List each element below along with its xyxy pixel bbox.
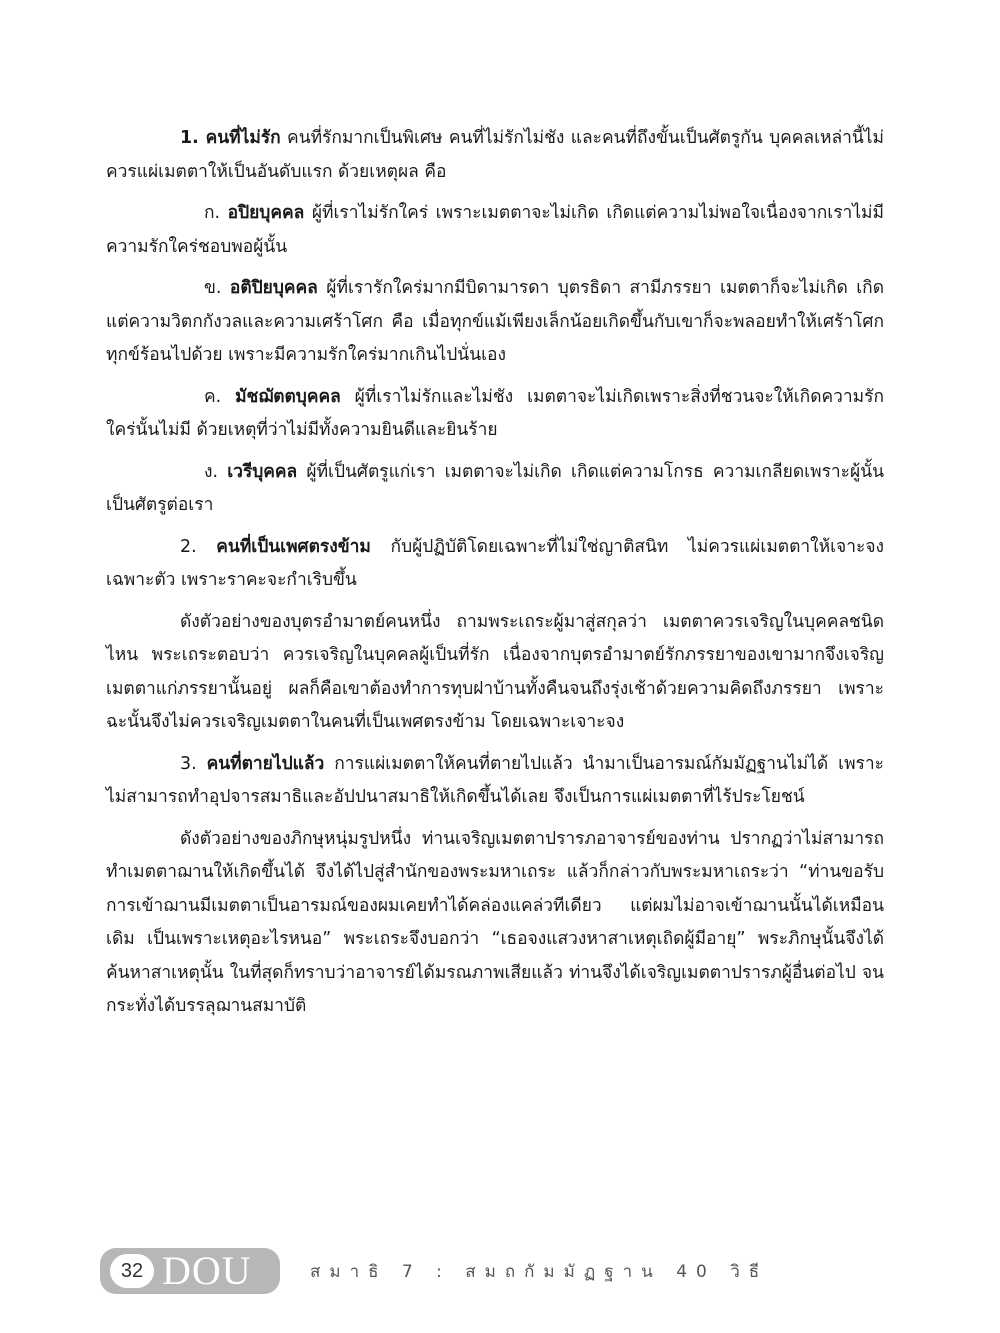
paragraph-example-2: ดังตัวอย่างของภิกษุหนุ่มรูปหนึ่ง ท่านเจริญเมตตาปรารภอาจารย์ของท่าน ปรากฏว่าไม่สามารถทำเมตตาฌานให้เกิดขึ้นได้ จึงได้ไปสู่สำนักของพระมหาเถระ แล้วก็กล่าวกับพระมหาเถระว่า “ท่านขอรับ การเข้าฌานมีเมตตาเป็นอารมณ์ของผมเคยทำได้คล่องแคล่วทีเดียว แต่ผมไม่อาจเข้าฌานนั้นได้เหมือนเดิม เป็นเพราะเหตุอะไรหนอ” พระเถระจึงบอกว่า “เธอจงแสวงหาสาเหตุเถิดผู้มีอายุ” พระภิกษุนั้นจึงได้ค้นหาสาเหตุนั้น ในที่สุดก็ทราบว่าอาจารย์ได้มรณภาพเสียแล้ว ท่านจึงได้เจริญเมตตาปรารภผู้อื่นต่อไป จนกระทั่งได้บรรลุฌานสมาบัติ	[106, 828, 884, 1016]
term-kho: มัชฌัตตบุคคล	[235, 386, 341, 407]
term-1: 1. คนที่ไม่รัก	[180, 128, 281, 148]
paragraph-example-1: ดังตัวอย่างของบุตรอำมาตย์คนหนึ่ง ถามพระเถระผู้มาสู่สกุลว่า เมตตาควรเจริญในบุคคลชนิดไหน พระเถระตอบว่า ควรเจริญในบุคคลผู้เป็นที่รัก เนื่องจากบุตรอำมาตย์รักภรรยาของเขามากจึงเจริญเมตตาแก่ภรรยานั้นอยู่ ผลก็คือเขาต้องทำการทุบฝาบ้านทั้งคืนจนถึงรุ่งเช้าด้วยความคิดถึงภรรยา เพราะฉะนั้นจึงไม่ควรเจริญเมตตาในคนที่เป็นเพศตรงข้าม โดยเฉพาะเจาะจง	[106, 611, 884, 732]
paragraph-ka: ก. อปิยบุคคล ผู้ที่เราไม่รักใคร่ เพราะเมตตาจะไม่เกิด เกิดแต่ความไม่พอใจเนื่องจากเราไม่มีความรักใคร่ชอบพอผู้นั้น	[106, 203, 884, 257]
page-footer	[100, 1248, 900, 1294]
paragraph-kha: ข. อติปิยบุคคล ผู้ที่เรารักใคร่มากมีบิดามารดา บุตรธิดา สามีภรรยา เมตตาก็จะไม่เกิด เกิดแต่ความวิตกกังวลและความเศร้าโศก คือ เมื่อทุกข์แม้เพียงเล็กน้อยเกิดขึ้นกับเขาก็จะพลอยทำให้เศร้าโศกทุกข์ร้อนไปด้วย เพราะมีความรักใคร่มากเกินไปนั่นเอง	[106, 278, 884, 365]
term-kha: อติปิยบุคคล	[229, 278, 318, 298]
book-title: สมาธิ 7 : สมถกัมมัฏฐาน 40 วิธี	[310, 1261, 769, 1282]
footer-badge	[100, 1248, 280, 1294]
paragraph-kho: ค. มัชฌัตตบุคคล ผู้ที่เราไม่รักและไม่ชัง เมตตาจะไม่เกิดเพราะสิ่งที่ชวนจะให้เกิดความรักใคร่นั้นไม่มี ด้วยเหตุที่ว่าไม่มีทั้งความยินดีและยินร้าย	[106, 386, 884, 440]
term-ka: อปิยบุคคล	[227, 203, 305, 223]
paragraph-ngo: ง. เวรีบุคคล ผู้ที่เป็นศัตรูแก่เรา เมตตาจะไม่เกิด เกิดแต่ความโกรธ ความเกลียดเพราะผู้นั้นเป็นศัตรูต่อเรา	[106, 461, 884, 515]
term-3: คนที่ตายไปแล้ว	[206, 753, 325, 774]
paragraph-1: 1. คนที่ไม่รัก คนที่รักมากเป็นพิเศษ คนที่ไม่รักไม่ชัง และคนที่ถึงขั้นเป็นศัตรูกัน บุคคลเหล่านี้ไม่ควรแผ่เมตตาให้เป็นอันดับแรก ด้วยเหตุผล คือ	[106, 128, 884, 182]
dou-logo: DOU	[162, 1248, 252, 1293]
paragraph-2: 2. คนที่เป็นเพศตรงข้าม กับผู้ปฏิบัติโดยเฉพาะที่ไม่ใช่ญาติสนิท ไม่ควรแผ่เมตตาให้เจาะจงเฉพาะตัว เพราะราคะจะกำเริบขึ้น	[106, 536, 885, 590]
document-body	[106, 122, 884, 1032]
term-2: คนที่เป็นเพศตรงข้าม	[216, 536, 371, 557]
term-ngo: เวรีบุคคล	[227, 461, 298, 482]
page-number: 32	[110, 1254, 154, 1288]
paragraph-3: 3. คนที่ตายไปแล้ว การแผ่เมตตาให้คนที่ตายไปแล้ว นำมาเป็นอารมณ์กัมมัฏฐานไม่ได้ เพราะไม่สามารถทำอุปจารสมาธิและอัปปนาสมาธิให้เกิดขึ้นได้เลย จึงเป็นการแผ่เมตตาที่ไร้ประโยชน์	[106, 753, 885, 807]
